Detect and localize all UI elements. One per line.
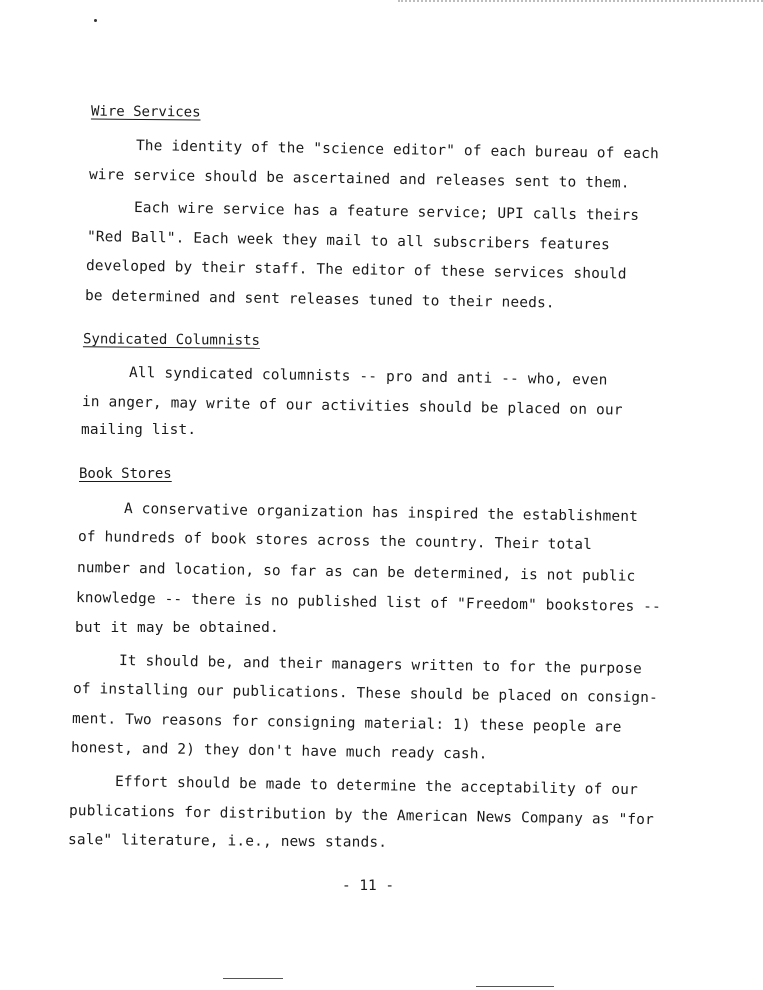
footer-rule [476,986,554,987]
text-line: It should be, and their managers written to for the purpose [118,653,643,678]
scan-speck [94,19,97,22]
footer-rule [223,978,283,979]
text-line: ment. Two reasons for consigning material: 1) these people are [71,711,622,736]
text-line: wire service should be ascertained and releases sent to them. [88,167,630,192]
text-line: publications for distribution by the American News Company as "for [68,803,655,829]
heading-syndicated-columnists: Syndicated Columnists [82,331,261,349]
text-line: developed by their staff. The editor of these services should [85,258,627,283]
text-line: knowledge -- there is no published list of "Freedom" bookstores -- [75,590,662,616]
text-line: All syndicated columnists -- pro and anti -- who, even [128,365,608,389]
text-line: in anger, may write of our activities should be placed on our [81,394,623,419]
text-line: mailing list. [81,422,197,438]
text-line: but it may be obtained. [75,620,279,636]
text-line: be determined and sent releases tuned to their needs. [84,288,555,312]
text-line: sale" literature, i.e., news stands. [67,832,388,851]
page-number: - 11 - [342,878,394,894]
heading-book-stores: Book Stores [79,466,172,482]
text-line: of installing our publications. These should be placed on consign- [72,681,659,707]
text-line: "Red Ball". Each week they mail to all subscribers features [86,229,611,254]
text-line: A conservative organization has inspired the establishment [123,501,639,526]
text-line: number and location, so far as can be determined, is not public [76,560,636,585]
text-line: Each wire service has a feature service; UPI calls theirs [133,200,640,224]
text-line: honest, and 2) they don't have much ready cash. [70,740,488,763]
text-line: Effort should be made to determine the acceptability of our [114,774,639,799]
heading-wire-services: Wire Services [90,103,201,121]
text-line: The identity of the "science editor" of each bureau of each [135,138,660,163]
text-line: of hundreds of book stores across the country. Their total [77,529,593,554]
top-dotted-rule [398,0,763,2]
